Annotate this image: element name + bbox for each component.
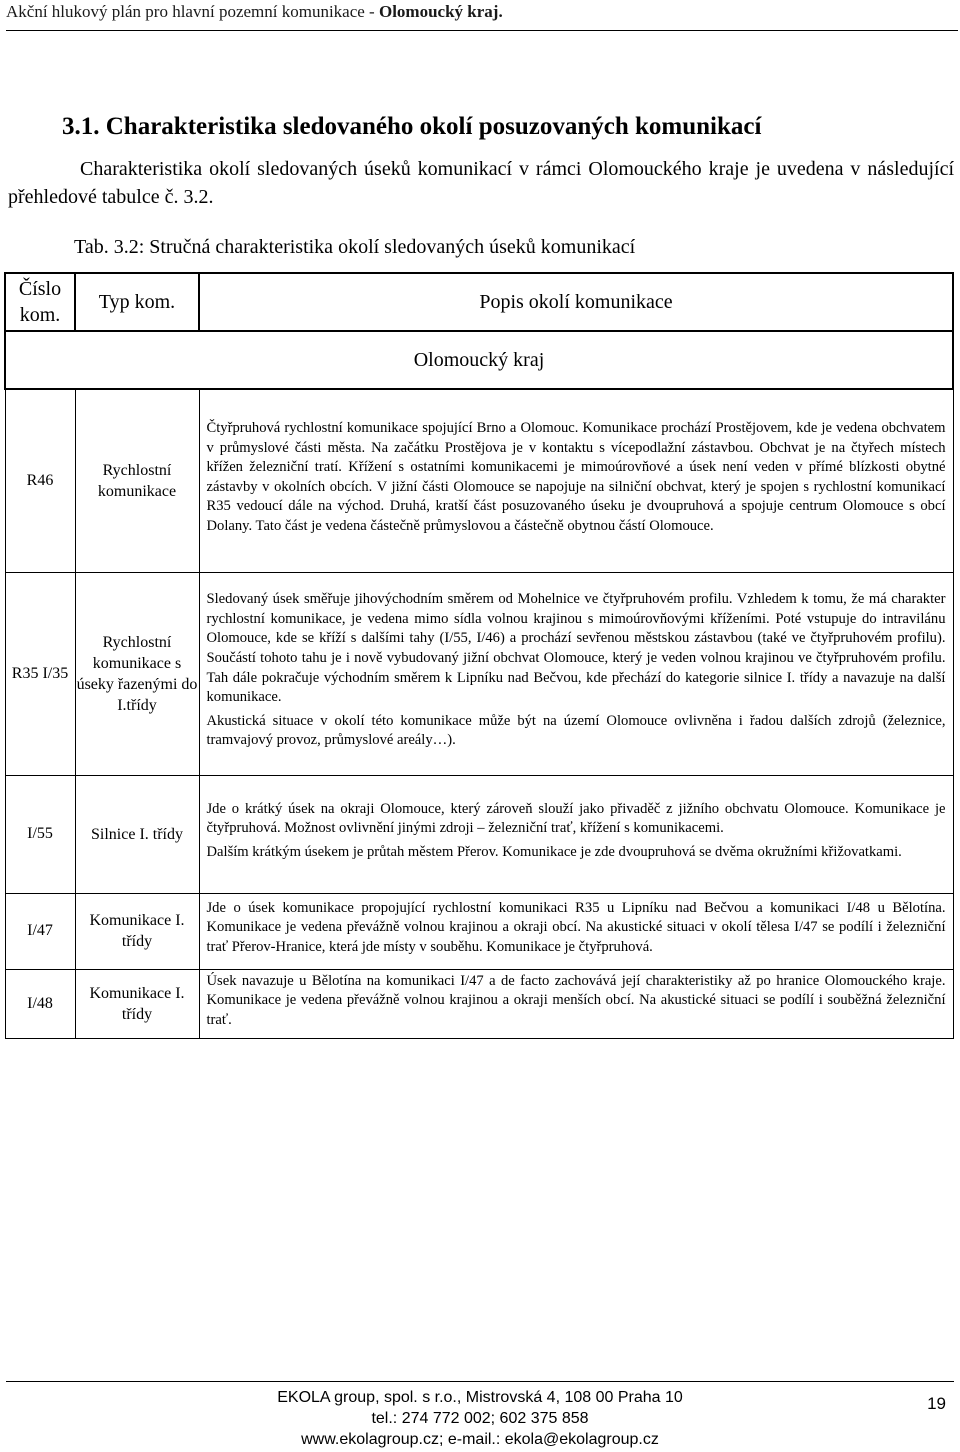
header-title-bold: Olomoucký kraj. bbox=[378, 2, 503, 21]
footer-company: EKOLA group, spol. s r.o., Mistrovská 4, 108 00 Praha 10 bbox=[277, 1389, 683, 1406]
characteristics-table bbox=[4, 272, 954, 1039]
running-header bbox=[6, 2, 503, 22]
road-number: R46 bbox=[5, 389, 75, 572]
description-paragraph: Dalším krátkým úsekem je průtah městem Přerov. Komunikace je zde dvoupruhová se dvěma okružními křižovatkami. bbox=[206, 843, 902, 860]
header-rule bbox=[6, 30, 958, 31]
road-number: I/47 bbox=[5, 893, 75, 969]
description-paragraph: Jde o úsek komunikace propojující rychlostní komunikaci R35 u Lipníku nad Bečvou a komunikaci I/48 u Bělotína. Komunikace je vedena převážně volnou krajinou a okraji obcí. Na akustické situaci v okolí tělesa I/47 se podílí i železniční trať Přerov-Hranice, která jde místy v souběhu. Komunikace je čtyřpruhová. bbox=[206, 899, 946, 955]
road-description bbox=[199, 969, 953, 1039]
footer-rule bbox=[6, 1381, 954, 1382]
footer bbox=[0, 1387, 960, 1450]
description-paragraph: Sledovaný úsek směřuje jihovýchodním směrem od Mohelnice ve čtyřpruhovém profilu. Vzhledem k tomu, že má charakter rychlostní komunikace, je vedena mimo sídla volnou krajinou s mimoúrovňovými kříženími. Poté vstupuje do intravilánu Olomouce, kde se kříží s dalšími tahy (I/55, I/46) a prochází sevřenou městskou zástavbou (také ve čtyřpruhovém profilu). Součástí tohoto tahu je i nově vybudovaný jižní obchvat Olomouce, který je veden volnou krajinou ve čtyřpruhovém profilu. Tah dále pokračuje východním směrem k Lipníku nad Bečvou, kde přechází do kategorie silnice I. třídy a navazuje na další komunikace. bbox=[206, 591, 946, 706]
road-type: Komunikace I. třídy bbox=[75, 893, 199, 969]
table-row bbox=[5, 969, 953, 1039]
col-header-cislo: Číslo kom. bbox=[5, 273, 75, 331]
road-number: I/55 bbox=[5, 775, 75, 893]
region-header: Olomoucký kraj bbox=[5, 331, 953, 389]
footer-phone: tel.: 274 772 002; 602 375 858 bbox=[371, 1410, 589, 1427]
col-header-popis: Popis okolí komunikace bbox=[199, 273, 953, 331]
table-row bbox=[5, 893, 953, 969]
table-row bbox=[5, 775, 953, 893]
road-description bbox=[199, 775, 953, 893]
description-paragraph: Úsek navazuje u Bělotína na komunikaci I/47 a de facto zachovává její charakteristiky až po hranice Olomouckého kraje. Komunikace je vedena převážně volnou krajinou a okraji menších obcí. Na akustické situaci se podílí i souběžná železniční trať. bbox=[206, 972, 946, 1028]
description-paragraph: Akustická situace v okolí této komunikace může být na území Olomouce ovlivněna i řadou dalších zdrojů (železnice, tramvajový provoz, průmyslové areály…). bbox=[206, 712, 946, 749]
table-row bbox=[5, 389, 953, 572]
road-type: Silnice I. třídy bbox=[75, 775, 199, 893]
section-heading: 3.1. Charakteristika sledovaného okolí posuzovaných komunikací bbox=[62, 113, 762, 140]
road-type: Rychlostní komunikace s úseky řazenými do I.třídy bbox=[75, 572, 199, 775]
road-description bbox=[199, 572, 953, 775]
table-caption: Tab. 3.2: Stručná charakteristika okolí sledovaných úseků komunikací bbox=[74, 236, 636, 258]
header-title: Akční hlukový plán pro hlavní pozemní komunikace - bbox=[6, 2, 379, 21]
page-number: 19 bbox=[927, 1394, 946, 1413]
col-header-typ: Typ kom. bbox=[75, 273, 199, 331]
road-type: Rychlostní komunikace bbox=[75, 389, 199, 572]
table-row bbox=[5, 572, 953, 775]
road-number: I/48 bbox=[5, 969, 75, 1039]
intro-paragraph: Charakteristika okolí sledovaných úseků komunikací v rámci Olomouckého kraje je uvedena v následující přehledové tabulce č. 3.2. bbox=[8, 158, 954, 208]
footer-web: www.ekolagroup.cz; e-mail.: ekola@ekolagroup.cz bbox=[301, 1431, 659, 1448]
description-paragraph: Jde o krátký úsek na okraji Olomouce, který zároveň slouží jako přivaděč z jižního obchvatu Olomouce. Komunikace je čtyřpruhová. Možnost ovlivnění jinými zdroji – železniční trať, křížení s komunikacemi. bbox=[206, 800, 946, 837]
road-description bbox=[199, 893, 953, 969]
road-type: Komunikace I. třídy bbox=[75, 969, 199, 1039]
description-paragraph: Čtyřpruhová rychlostní komunikace spojující Brno a Olomouc. Komunikace prochází Prostějovem, kde je vedena obchvatem v průmyslové části města. Na začátku Prostějova je v kontaktu s vícepodlažní zástavbou. Obchvat je na čtyřech místech křížen železniční tratí. Křížení s ostatními komunikacemi je mimoúrovňové a úsek není veden v přímé blízkosti obytné zástavby v okolních obcích. V jižní části Olomouce se napojuje na silniční obchvat, který je spojen s rychlostní komunikací R35 vedoucí dále na východ. Druhá, kratší část posuzovaného úseku je dvoupruhová a spojuje centrum Olomouce s obcí Dolany. Tato část je vedena částečně průmyslovou a částečně obytnou částí Olomouce. bbox=[206, 419, 946, 534]
road-number: R35 I/35 bbox=[5, 572, 75, 775]
road-description bbox=[199, 389, 953, 572]
